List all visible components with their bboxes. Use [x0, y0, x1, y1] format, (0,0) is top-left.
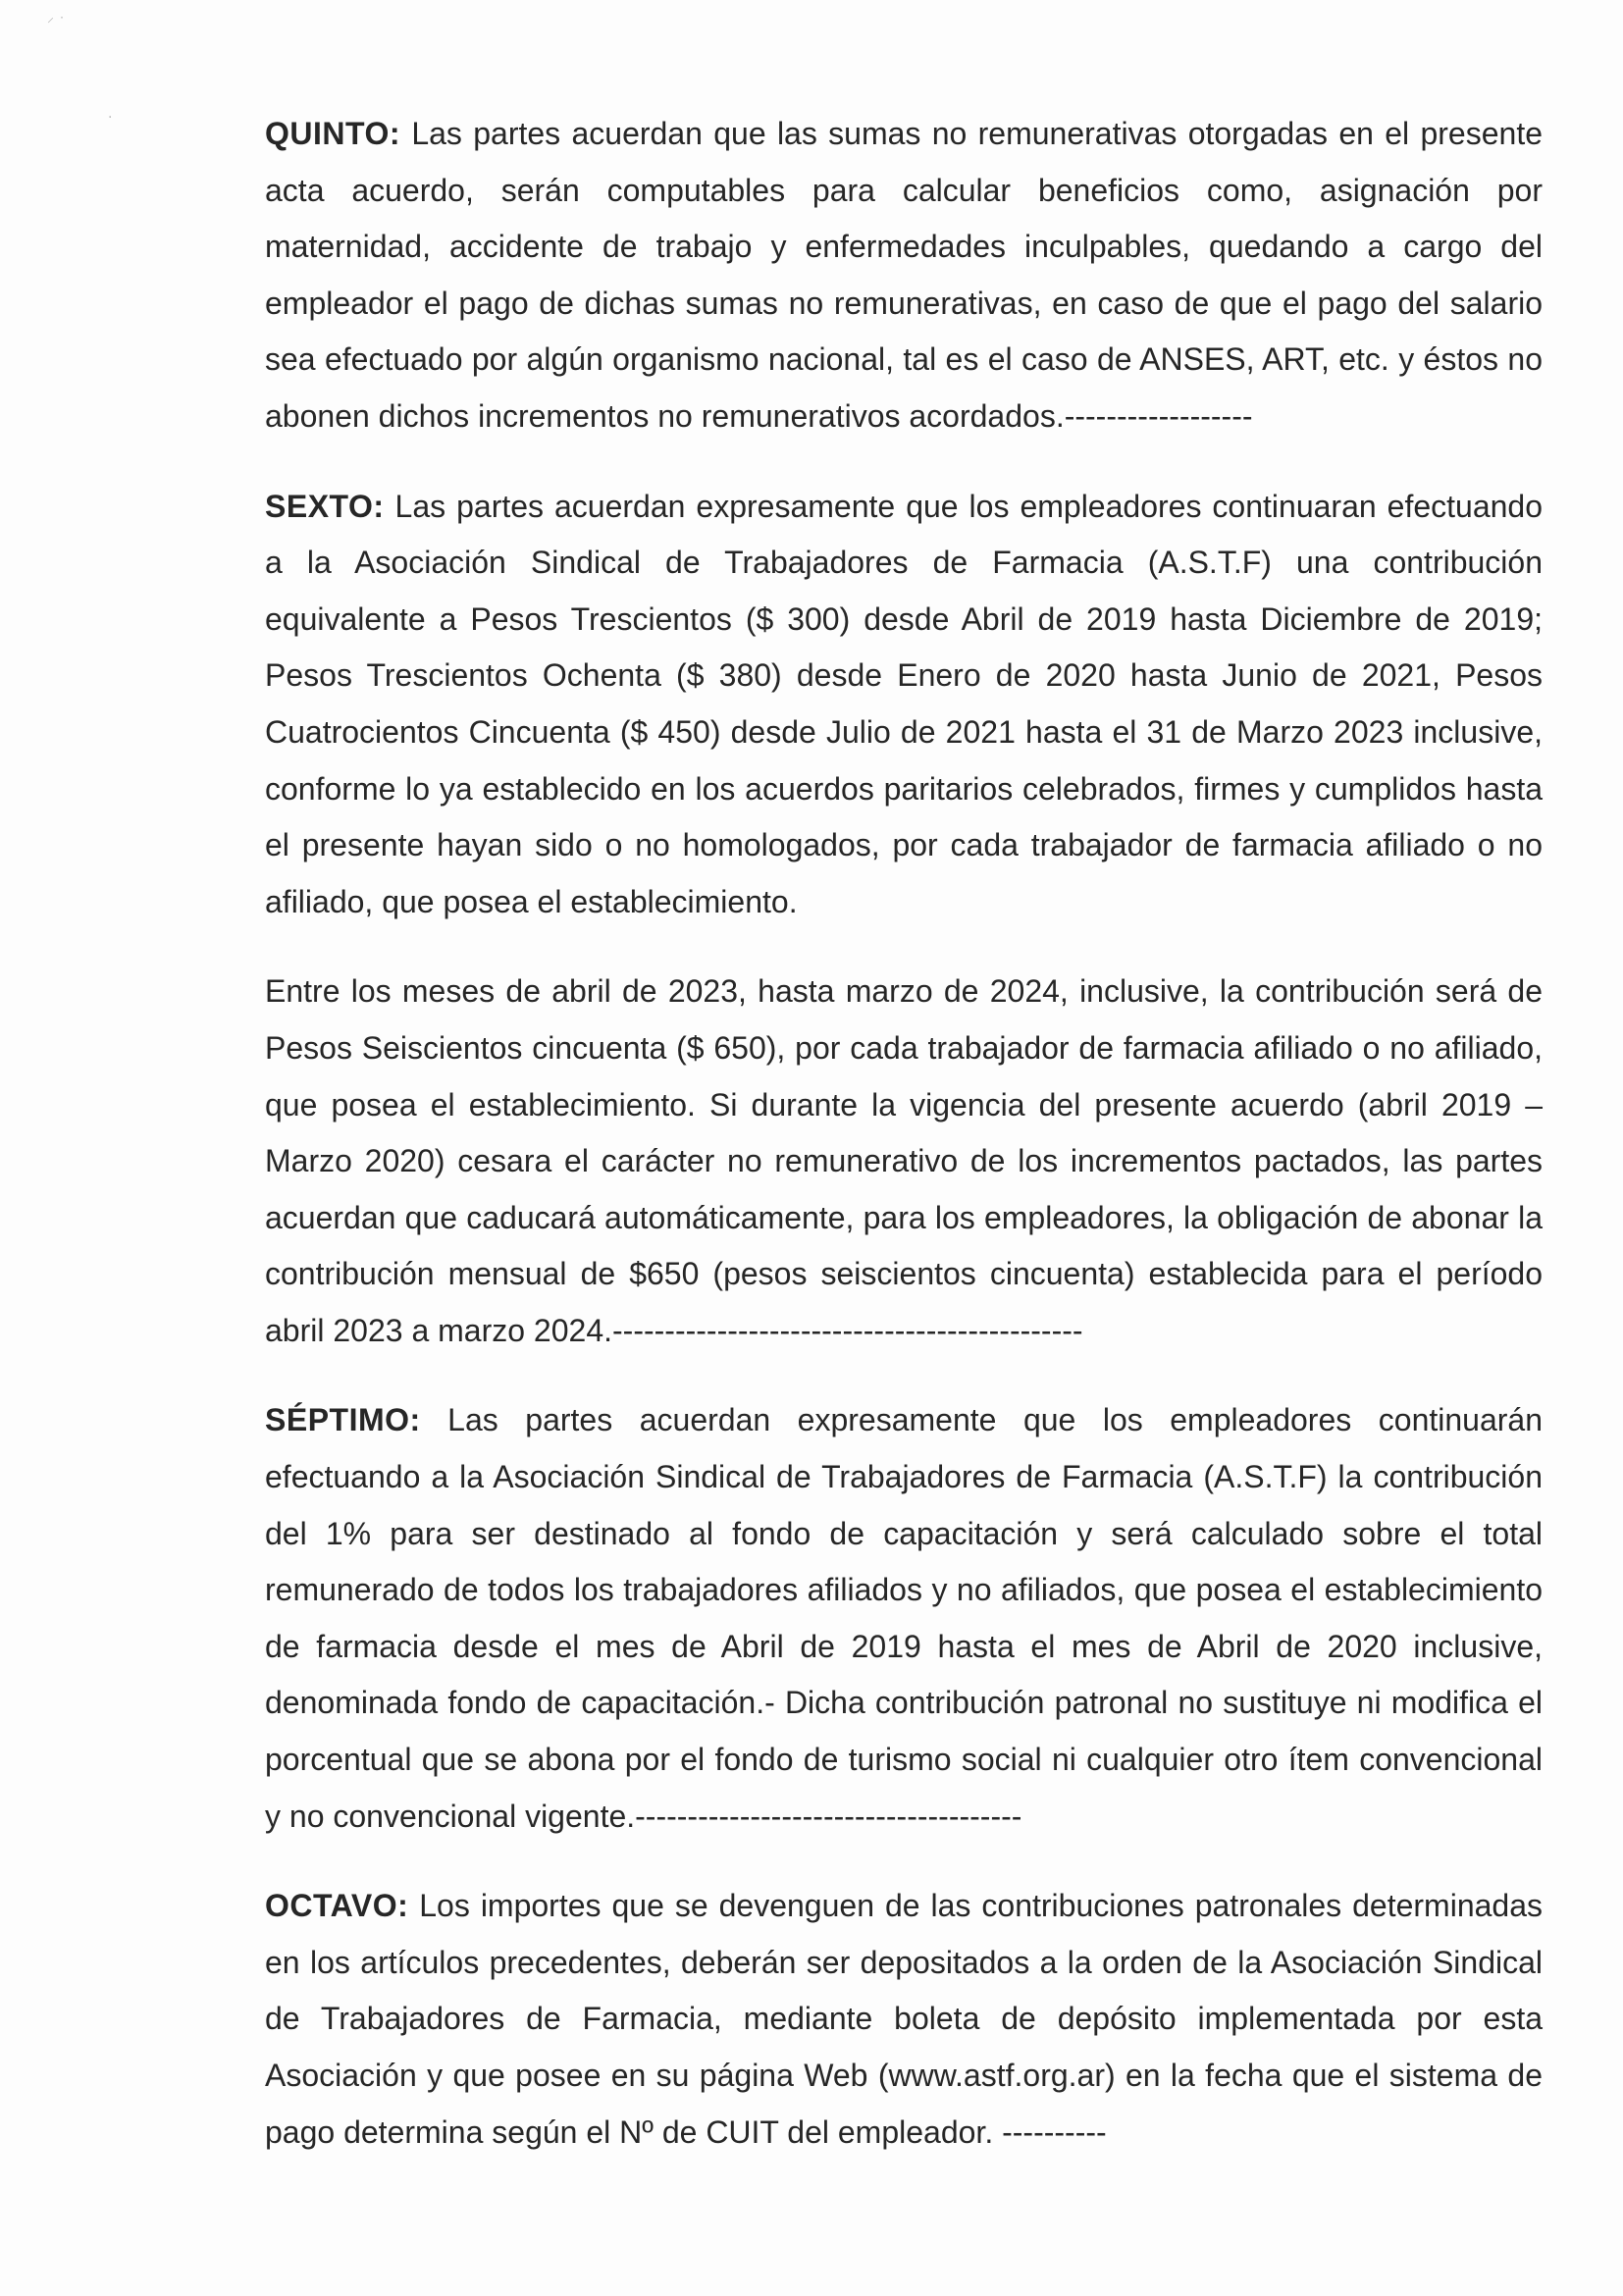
clause-text: Entre los meses de abril de 2023, hasta marzo de 2024, inclusive, la contribución será de Pesos Seiscientos cincuenta ($ 650), por cada trabajador de farmacia afiliado o no afiliado, que posea el establecimiento. Si durante la vigencia del presente acuerdo (abril 2019 –Marzo 2020) cesara el carácter no remunerativo de los incrementos pactados, las partes acuerdan que caducará automáticamente, para los empleadores, la obligación de abonar la contribución mensual de $650 (pesos seiscientos cincuenta) establecida para el período abril 2023 a marzo 2024.---------------------------------------------	[265, 973, 1543, 1348]
scan-speck: ·	[108, 110, 113, 126]
clause-sexto-continued	[265, 964, 1543, 1359]
clause-text: Las partes acuerdan expresamente que los empleadores continuaran efectuando a la Asociación Sindical de Trabajadores de Farmacia (A.S.T.F) una contribución equivalente a Pesos Trescientos ($ 300) desde Abril de 2019 hasta Diciembre de 2019; Pesos Trescientos Ochenta ($ 380) desde Enero de 2020 hasta Junio de 2021, Pesos Cuatrocientos Cincuenta ($ 450) desde Julio de 2021 hasta el 31 de Marzo 2023 inclusive, conforme lo ya establecido en los acuerdos paritarios celebrados, firmes y cumplidos hasta el presente hayan sido o no homologados, por cada trabajador de farmacia afiliado o no afiliado, que posea el establecimiento.	[265, 488, 1543, 919]
clause-text: Las partes acuerdan que las sumas no remunerativas otorgadas en el presente acta acuerdo, serán computables para calcular beneficios como, asignación por maternidad, accidente de trabajo y enfermedades inculpables, quedando a cargo del empleador el pago de dichas sumas no remunerativas, en caso de que el pago del salario sea efectuado por algún organismo nacional, tal es el caso de ANSES, ART, etc. y éstos no abonen dichos incrementos no remunerativos acordados.------------------	[265, 116, 1543, 434]
clause-octavo	[265, 1878, 1543, 2161]
clause-title: OCTAVO:	[265, 1888, 409, 1924]
clause-title: SEXTO:	[265, 488, 385, 524]
scan-speck: ⸍ ˙	[47, 16, 66, 31]
clause-quinto	[265, 106, 1543, 445]
document-body	[265, 106, 1543, 2194]
clause-title: SÉPTIMO:	[265, 1402, 421, 1438]
clause-septimo	[265, 1392, 1543, 1845]
clause-title: QUINTO:	[265, 116, 401, 151]
clause-sexto	[265, 479, 1543, 931]
clause-text: Las partes acuerdan expresamente que los empleadores continuarán efectuando a la Asociación Sindical de Trabajadores de Farmacia (A.S.T.F) la contribución del 1% para ser destinado al fondo de capacitación y será calculado sobre el total remunerado de todos los trabajadores afiliados y no afiliados, que posea el establecimiento de farmacia desde el mes de Abril de 2019 hasta el mes de Abril de 2020 inclusive, denominada fondo de capacitación.- Dicha contribución patronal no sustituye ni modifica el porcentual que se abona por el fondo de turismo social ni cualquier otro ítem convencional y no convencional vigente.-------------------------------------	[265, 1402, 1543, 1834]
clause-text: Los importes que se devenguen de las contribuciones patronales determinadas en los artículos precedentes, deberán ser depositados a la orden de la Asociación Sindical de Trabajadores de Farmacia, mediante boleta de depósito implementada por esta Asociación y que posee en su página Web (www.astf.org.ar) en la fecha que el sistema de pago determina según el Nº de CUIT del empleador. ----------	[265, 1888, 1543, 2150]
